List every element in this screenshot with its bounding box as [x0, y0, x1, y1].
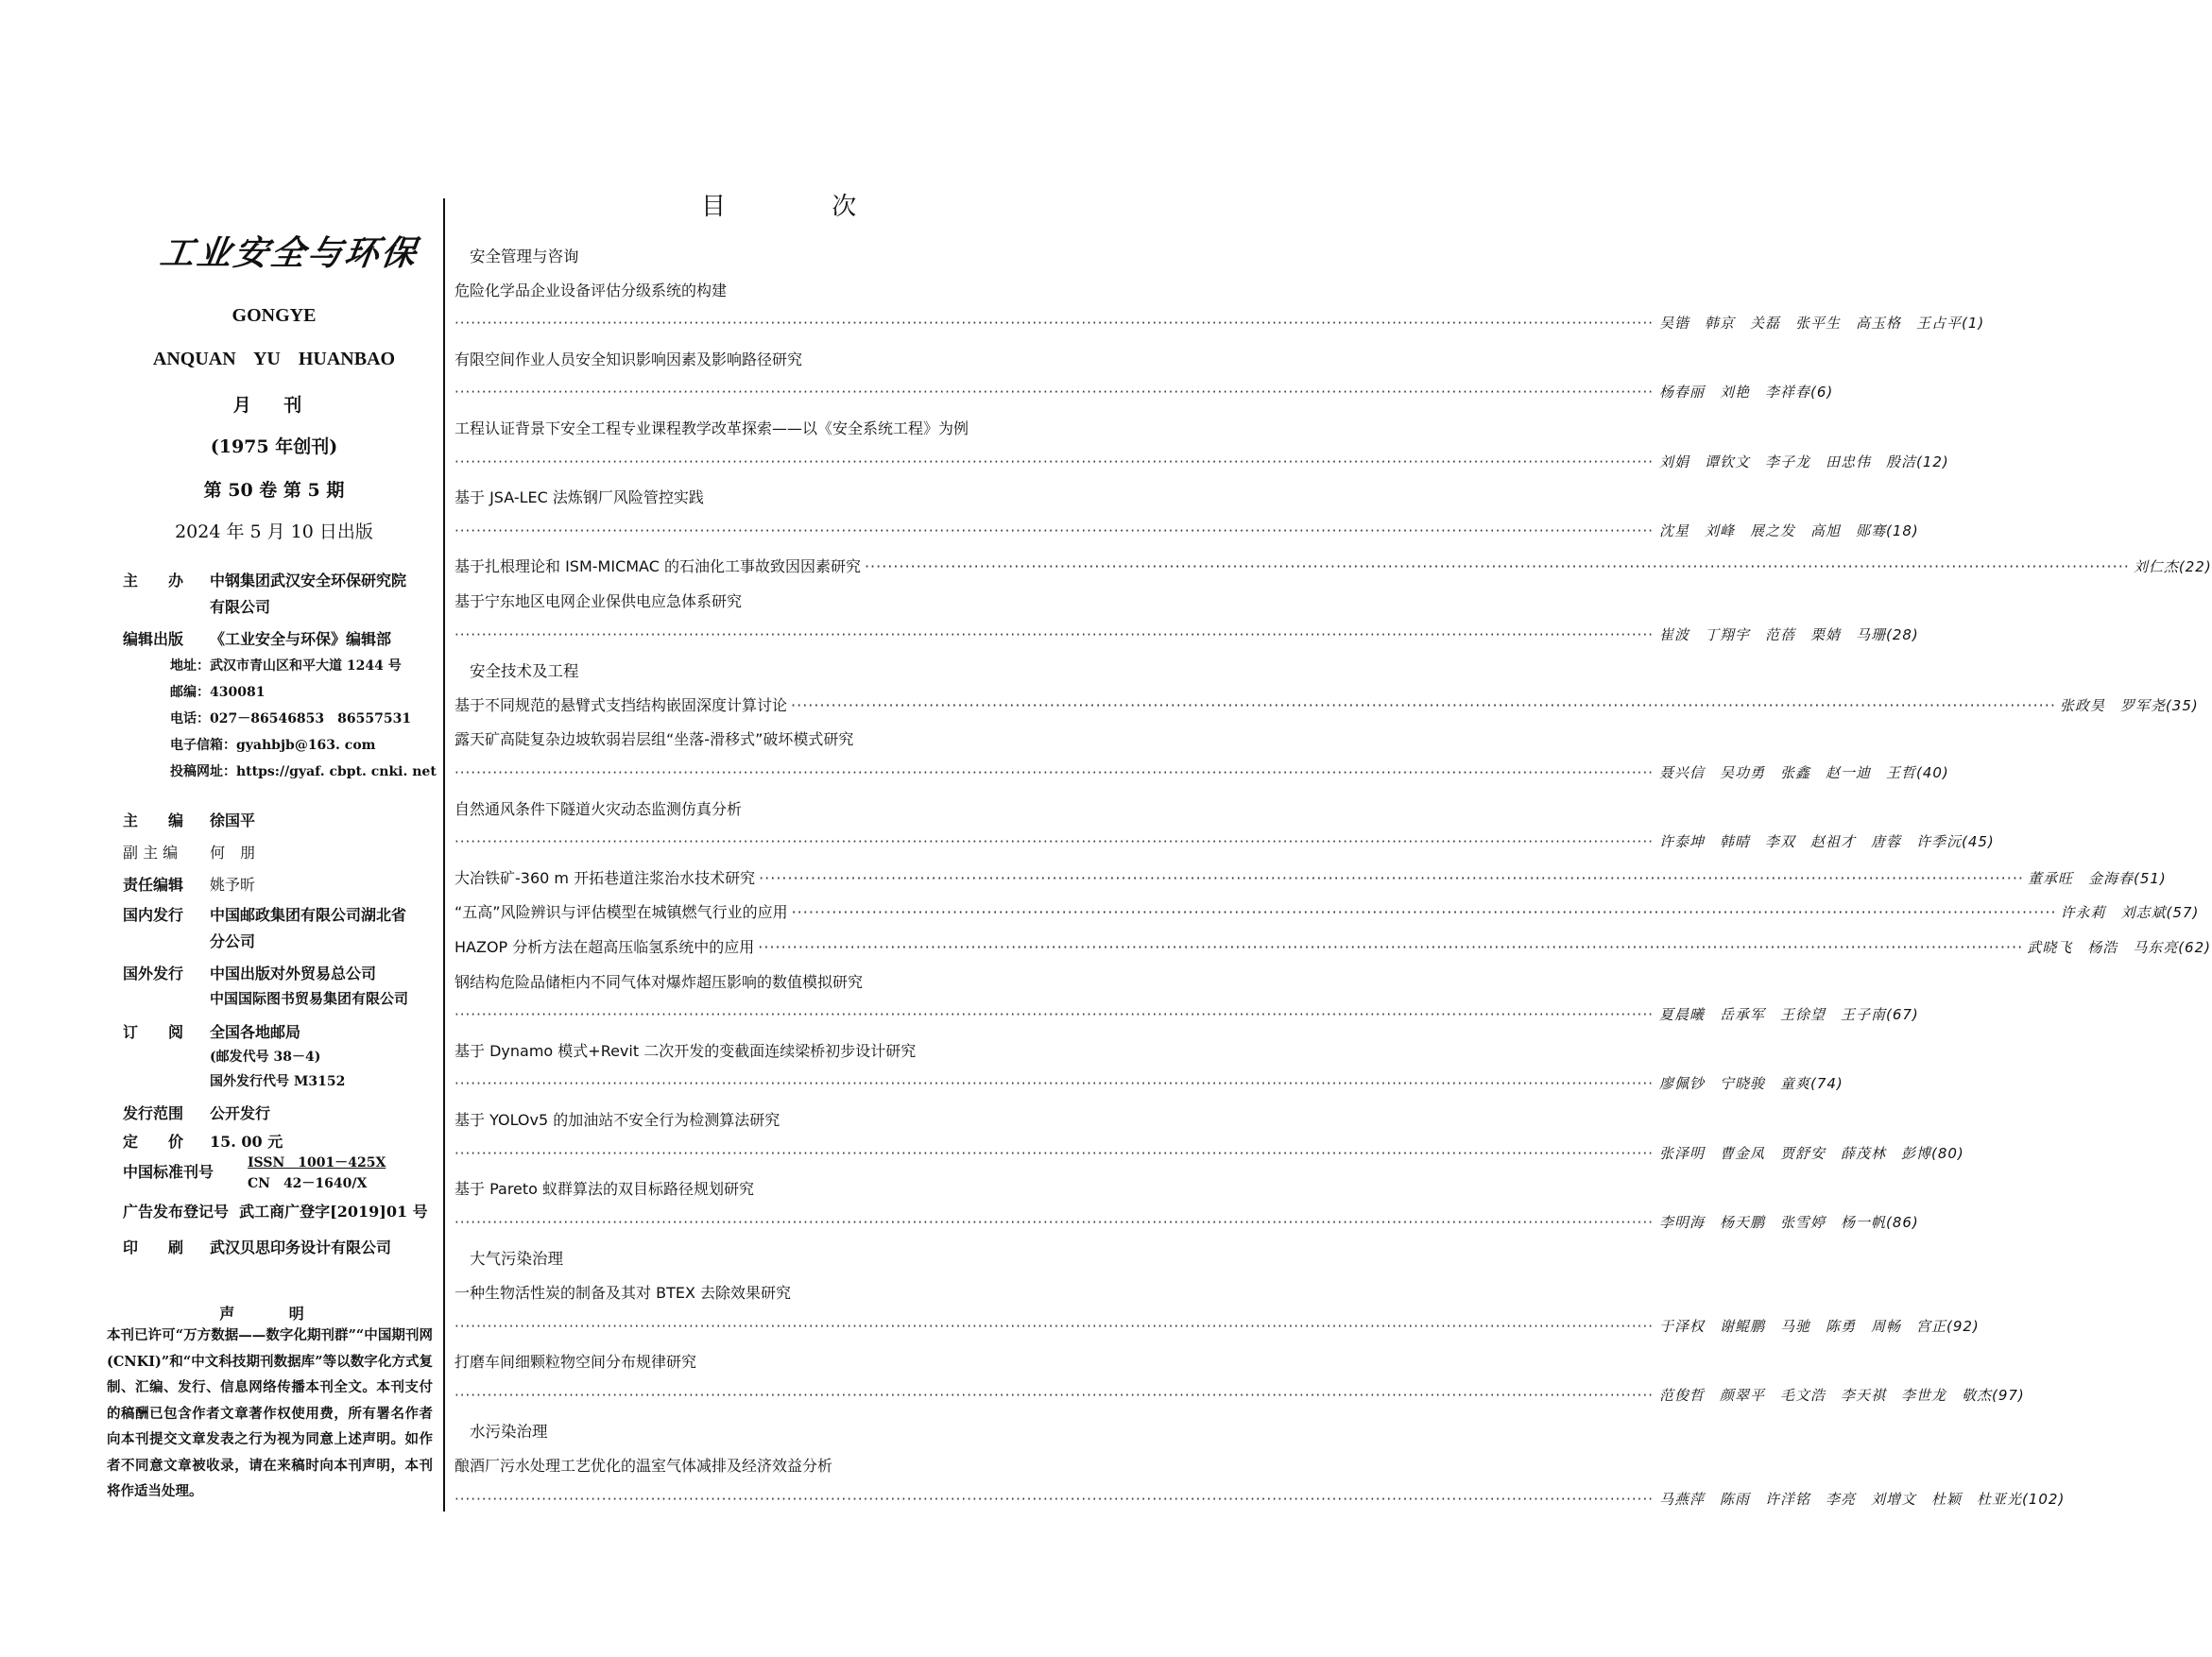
toc-entry-authors: 张泽明 曹金凤 贾舒安 薛茂林 彭博(80) — [1658, 1145, 1964, 1162]
subscription-value: 全国各地邮局 — [210, 1023, 301, 1041]
toc-entry-authors: 许泰坤 韩晴 李双 赵祖才 唐蓉 许季沅(45) — [1658, 833, 1995, 850]
toc-entry — [454, 866, 2167, 888]
founded-year: (1975 年创刊) — [210, 436, 338, 457]
toc-entry-authors: 张政昊 罗军尧(35) — [2059, 697, 2199, 714]
declaration-paragraph: 本刊已许可“万方数据——数字化期刊群”“中国期刊网(CNKI)”和“中文科技期刊数据库”等以数字化方式复制、汇编、发行、信息网络传播本刊全文。本刊支付的稿酬已包含作者文章著作权使用费，所有署名作者向本刊提交文章发表之行为视为同意上述声明。如作者不同意文章被收录，请在来稿时向本刊声明，本刊将作适当处理。 — [107, 1327, 433, 1499]
toc-entry — [454, 935, 2211, 957]
resp-editor-row — [123, 873, 255, 895]
volume-issue: 第 50 卷 第 5 期 — [203, 480, 345, 501]
ad-registration-row — [123, 1200, 428, 1221]
toc-entry-title: 大冶铁矿-360 m 开拓巷道注浆治水技术研究 — [454, 869, 756, 887]
toc-entry-title: HAZOP 分析方法在超高压临氢系统中的应用 — [454, 938, 755, 956]
toc-entry-authors: 廖佩钞 宁晓骏 童爽(74) — [1658, 1075, 1843, 1092]
toc-entry-authors: 于泽权 谢鲲鹏 马驰 陈勇 周畅 宫正(92) — [1658, 1318, 1980, 1335]
toc-entry-authors-line — [454, 1004, 1919, 1024]
foreign-dist-value: 中国出版对外贸易总公司 — [210, 965, 377, 982]
toc-entry-authors: 董承旺 金海春(51) — [2027, 870, 2167, 887]
price-value: 15. 00 元 — [210, 1133, 283, 1151]
publication-frequency: 月 刊 — [232, 395, 316, 416]
toc-entry-title: 打磨车间细颗粒物空间分布规律研究 — [454, 1353, 697, 1371]
toc-entry-title: 工程认证背景下安全工程专业课程教学改革探索——以《安全系统工程》为例 — [454, 419, 969, 437]
toc-entry-authors-line — [454, 1143, 1964, 1163]
subscription-label: 订 阅 — [123, 1023, 184, 1041]
toc-entry-authors-line — [454, 1316, 1980, 1336]
toc-leader-dots: ···························································································································································································································· — [454, 1214, 1654, 1231]
toc-leader-dots: ···························································································································································································································· — [454, 522, 1654, 539]
editor-publisher-row — [123, 627, 391, 649]
toc-leader-dots: ···························································································································································································································· — [454, 1318, 1654, 1335]
toc-leader-dots: ···························································································································································································································· — [759, 869, 2024, 887]
toc-entry-title: 基于宁东地区电网企业保供电应急体系研究 — [454, 592, 743, 610]
sponsor-row — [123, 569, 406, 590]
sponsor-label: 主 办 — [123, 572, 184, 589]
toc-leader-dots: ···························································································································································································································· — [454, 1145, 1654, 1162]
ad-registration-label: 广告发布登记号 — [123, 1203, 230, 1221]
address: 地址：武汉市青山区和平大道 1244 号 — [170, 658, 402, 674]
toc-leader-dots: ···························································································································································································································· — [454, 1075, 1654, 1092]
toc-entry-authors: 崔波 丁翔宇 范蓓 栗婧 马珊(28) — [1658, 626, 1919, 643]
declaration-title: 声 明 — [219, 1305, 329, 1323]
deputy-editor-value: 何 朋 — [210, 844, 256, 862]
editor-publisher-value: 《工业安全与环保》编辑部 — [210, 630, 392, 648]
toc-entry-authors-line — [454, 762, 1949, 782]
toc-entry-authors: 杨春丽 刘艳 李祥春(6) — [1658, 384, 1834, 401]
toc-entry-title: 露天矿高陡复杂边坡软弱岩层组“坐落-滑移式”破坏模式研究 — [454, 730, 854, 748]
toc-entry-title: 基于 JSA-LEC 法炼钢厂风险管控实践 — [454, 488, 704, 506]
toc-leader-dots: ···························································································································································································································· — [758, 938, 2024, 956]
toc-entry-authors-line — [454, 1212, 1919, 1232]
ad-registration-value: 武工商广登字[2019]01 号 — [239, 1203, 428, 1221]
toc-entry-authors: 吴锴 韩京 关磊 张平生 高玉格 王占平(1) — [1658, 315, 1985, 332]
declaration-text — [107, 1323, 433, 1505]
toc-entry-title: 基于不同规范的悬臂式支挡结构嵌固深度计算讨论 — [454, 696, 788, 714]
subscription-row — [123, 1020, 300, 1042]
submission-website: 投稿网址：https://gyaf. cbpt. cnki. net — [170, 764, 437, 779]
journal-pinyin-line1: GONGYE — [231, 305, 317, 326]
foreign-code-number: 国外发行代号 M3152 — [210, 1074, 346, 1089]
chief-editor-value: 徐国平 — [210, 811, 256, 829]
domestic-dist-value-cont: 分公司 — [210, 932, 256, 950]
toc-entry-authors: 李明海 杨天鹏 张雪婷 杨一帆(86) — [1658, 1214, 1919, 1231]
printer-value: 武汉贝思印务设计有限公司 — [210, 1238, 392, 1256]
toc-leader-dots: ···························································································································································································································· — [454, 1491, 1654, 1508]
toc-entry-authors-line — [454, 1073, 1843, 1093]
foreign-dist-row — [123, 962, 376, 983]
toc-entry-authors: 刘仁杰(22) — [2133, 558, 2212, 575]
postal-code-number: (邮发代号 38－4) — [210, 1050, 321, 1065]
toc-entry-authors-line — [454, 452, 1949, 471]
toc-entry-title: 有限空间作业人员安全知识影响因素及影响路径研究 — [454, 350, 803, 368]
toc-entry-authors-line — [454, 1385, 2025, 1405]
postcode: 邮编：430081 — [170, 685, 266, 700]
toc-entry — [454, 900, 2200, 922]
chief-editor-label: 主 编 — [123, 811, 184, 829]
publish-date: 2024 年 5 月 10 日出版 — [175, 521, 373, 542]
phone: 电话：027－86546853 86557531 — [170, 711, 412, 726]
toc-entry-authors: 沈星 刘峰 展之发 高旭 郧骞(18) — [1658, 522, 1919, 539]
toc-leader-dots: ···························································································································································································································· — [454, 315, 1654, 332]
toc-entry — [454, 693, 2199, 715]
standard-number-label: 中国标准刊号 — [123, 1163, 214, 1181]
email: 电子信箱：gyahbjb@163. com — [170, 738, 376, 753]
toc-leader-dots: ···························································································································································································································· — [454, 1006, 1654, 1023]
toc-entry-authors: 聂兴信 吴功勇 张鑫 赵一迪 王哲(40) — [1658, 764, 1949, 781]
column-divider — [443, 198, 445, 1512]
issn: ISSN 1001－425X — [248, 1155, 386, 1170]
toc-entry-authors: 夏晨曦 岳承军 王徐望 王子南(67) — [1658, 1006, 1919, 1023]
toc-entry — [454, 555, 2212, 576]
toc-leader-dots: ···························································································································································································································· — [454, 384, 1654, 401]
toc-entry-title: 基于 Dynamo 模式+Revit 二次开发的变截面连续梁桥初步设计研究 — [454, 1042, 917, 1060]
foreign-dist-label: 国外发行 — [123, 965, 184, 982]
toc-entry-title: 基于 YOLOv5 的加油站不安全行为检测算法研究 — [454, 1111, 780, 1129]
price-row — [123, 1130, 283, 1152]
scope-label: 发行范围 — [123, 1104, 184, 1122]
toc-section-heading: 水污染治理 — [470, 1423, 548, 1441]
toc-entry-authors-line — [454, 521, 1919, 540]
toc-section-heading: 大气污染治理 — [470, 1250, 563, 1268]
toc-entry-authors: 武晓飞 杨浩 马东亮(62) — [2027, 939, 2211, 956]
toc-leader-dots: ···························································································································································································································· — [454, 626, 1654, 643]
toc-section-heading: 安全技术及工程 — [470, 662, 579, 680]
cn-number: CN 42－1640/X — [248, 1176, 368, 1191]
journal-logo: 工业安全与环保 — [157, 233, 421, 273]
toc-entry-authors-line — [454, 382, 1834, 401]
editor-publisher-label: 编辑出版 — [123, 630, 184, 648]
foreign-dist-value-cont: 中国国际图书贸易集团有限公司 — [210, 990, 409, 1007]
toc-section-heading: 安全管理与咨询 — [470, 248, 579, 265]
toc-entry-authors-line — [454, 1489, 2066, 1509]
journal-pinyin-line2: ANQUAN YU HUANBAO — [152, 349, 396, 369]
toc-entry-authors-line — [454, 313, 1985, 333]
toc-leader-dots: ···························································································································································································································· — [791, 696, 2056, 714]
domestic-dist-label: 国内发行 — [123, 906, 184, 924]
resp-editor-label: 责任编辑 — [123, 876, 184, 894]
toc-entry-authors: 许永莉 刘志斌(57) — [2060, 904, 2200, 921]
toc-entry-title: 基于 Pareto 蚁群算法的双目标路径规划研究 — [454, 1180, 755, 1198]
standard-number-row — [123, 1160, 214, 1182]
scope-row — [123, 1102, 270, 1123]
toc-leader-dots: ···························································································································································································································· — [791, 903, 2057, 921]
price-label: 定 价 — [123, 1133, 184, 1151]
toc-entry-authors: 马燕萍 陈雨 许洋铭 李亮 刘增文 杜颖 杜亚光(102) — [1658, 1491, 2066, 1508]
chief-editor-row — [123, 809, 255, 830]
sponsor-value-cont: 有限公司 — [210, 598, 271, 616]
toc-heading: 目 次 — [701, 193, 906, 221]
toc-leader-dots: ···························································································································································································································· — [454, 453, 1654, 470]
scope-value: 公开发行 — [210, 1104, 271, 1122]
toc-entry-title: 一种生物活性炭的制备及其对 BTEX 去除效果研究 — [454, 1284, 791, 1302]
toc-entry-authors-line — [454, 831, 1995, 851]
toc-entry-authors: 范俊哲 颜翠平 毛文浩 李天祺 李世龙 敬杰(97) — [1658, 1387, 2025, 1404]
toc-leader-dots: ···························································································································································································································· — [454, 1387, 1654, 1404]
toc-entry-authors-line — [454, 624, 1919, 644]
toc-entry-title: “五高”风险辨识与评估模型在城镇燃气行业的应用 — [454, 903, 788, 921]
toc-entry-authors: 刘娟 谭钦文 李子龙 田忠伟 殷洁(12) — [1658, 453, 1949, 470]
toc-entry-title: 基于扎根理论和 ISM-MICMAC 的石油化工事故致因因素研究 — [454, 557, 861, 575]
printer-row — [123, 1236, 391, 1257]
printer-label: 印 刷 — [123, 1238, 184, 1256]
toc-entry-title: 危险化学品企业设备评估分级系统的构建 — [454, 282, 728, 299]
resp-editor-value: 姚予昕 — [210, 876, 256, 894]
sponsor-value: 中钢集团武汉安全环保研究院 — [210, 572, 407, 589]
domestic-dist-value: 中国邮政集团有限公司湖北省 — [210, 906, 407, 924]
toc-leader-dots: ···························································································································································································································· — [454, 833, 1654, 850]
toc-leader-dots: ···························································································································································································································· — [864, 557, 2130, 575]
toc-entry-title: 酿酒厂污水处理工艺优化的温室气体减排及经济效益分析 — [454, 1457, 833, 1475]
toc-entry-title: 自然通风条件下隧道火灾动态监测仿真分析 — [454, 800, 743, 818]
toc-entry-title: 钢结构危险品储柜内不同气体对爆炸超压影响的数值模拟研究 — [454, 973, 864, 991]
deputy-editor-label: 副 主 编 — [123, 844, 179, 862]
deputy-editor-row — [123, 841, 255, 863]
toc-leader-dots: ···························································································································································································································· — [454, 764, 1654, 781]
domestic-dist-row — [123, 903, 406, 925]
